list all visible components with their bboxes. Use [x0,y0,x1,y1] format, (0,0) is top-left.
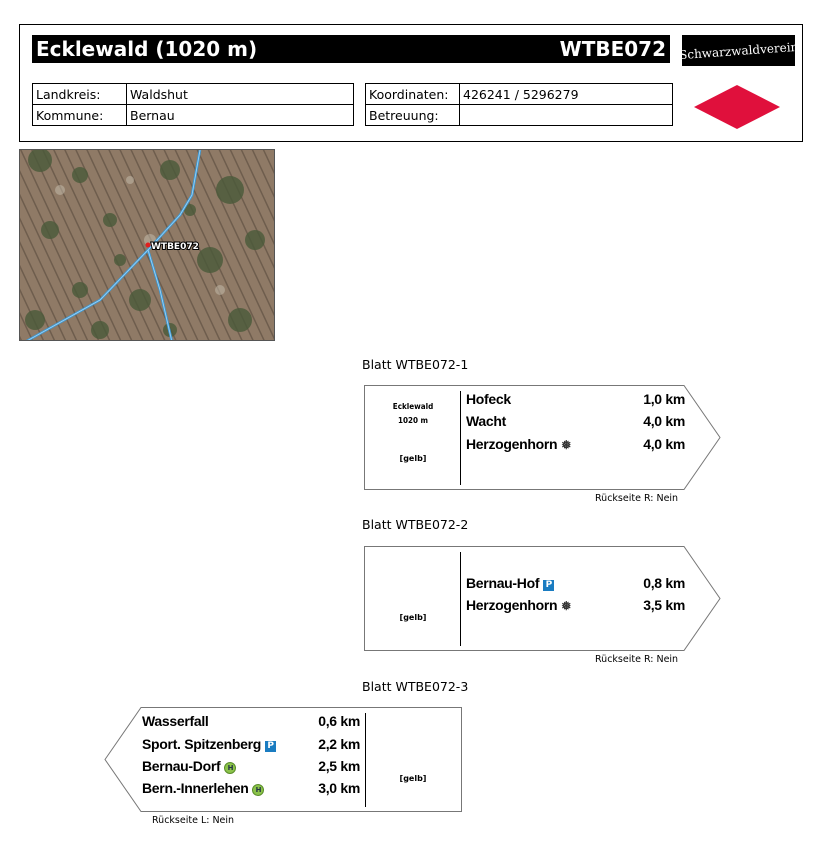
aerial-map [19,149,275,341]
destination-distance: 4,0 km [643,413,685,429]
destination-row [142,758,360,776]
parking-icon: P [543,580,554,591]
destination-distance: 1,0 km [643,391,685,407]
back-side-note-2: Rückseite R: Nein [595,654,679,665]
destination-name: Herzogenhorn [466,436,558,452]
signpost-code: WTBE072 [559,37,666,61]
destination-row [466,575,685,593]
destination-row [142,780,360,798]
destination-name: Wacht [466,413,506,429]
sign-color-tag: [gelb] [399,454,427,463]
sign-3 [103,707,463,813]
destination-distance: 3,0 km [318,780,360,796]
destination-distance: 0,6 km [318,713,360,729]
kommune-value: Bernau [127,105,354,126]
destination-name: Wasserfall [142,713,209,729]
header-box [19,24,803,142]
title-bar [32,35,670,63]
destination-distance: 2,2 km [318,736,360,752]
destination-distance: 4,0 km [643,436,685,452]
sign-location-name: Ecklewald [392,402,434,411]
summit-icon: ❅ [561,438,572,452]
kommune-label: Kommune: [33,105,127,126]
sign-1 [364,385,724,491]
back-side-note-3: Rückseite L: Nein [152,815,235,826]
table-row [33,84,354,105]
destination-distance: 2,5 km [318,758,360,774]
logo-text: Schwarzwaldverein [678,39,799,62]
destination-name: Hofeck [466,391,511,407]
schwarzwaldverein-logo [678,35,799,66]
back-side-note-1: Rückseite R: Nein [595,493,679,504]
location-info-table [32,83,354,126]
destination-row [466,391,685,409]
sign-2 [364,546,724,652]
sign-color-tag: [gelb] [399,774,427,783]
red-diamond-icon [692,83,782,131]
marker-icon [146,243,151,248]
koordinaten-value: 426241 / 5296279 [460,84,673,105]
destination-row [466,436,685,454]
destination-name: Herzogenhorn [466,597,558,613]
sign-location-elevation: 1020 m [397,416,429,425]
blatt-label-3: Blatt WTBE072-3 [362,679,469,694]
table-row [366,84,673,105]
destination-name: Bernau-Hof [466,575,540,591]
map-marker-label: WTBE072 [151,242,199,252]
destination-row [142,736,360,754]
blatt-label-1: Blatt WTBE072-1 [362,357,469,372]
destination-name: Bern.-Innerlehen [142,780,249,796]
destination-name: Sport. Spitzenberg [142,736,262,752]
destination-row [466,597,685,615]
bus-stop-icon: H [224,762,236,774]
sign-color-tag: [gelb] [399,613,427,622]
landkreis-value: Waldshut [127,84,354,105]
destination-row [466,413,685,431]
sign-divider [460,552,461,646]
summit-icon: ❅ [561,599,572,613]
parking-icon: P [265,741,276,752]
destination-name: Bernau-Dorf [142,758,221,774]
sign-divider [365,713,366,807]
destination-distance: 0,8 km [643,575,685,591]
coordinate-info-table [365,83,673,126]
page-title: Ecklewald (1020 m) [36,37,258,61]
table-row [366,105,673,126]
blatt-label-2: Blatt WTBE072-2 [362,517,469,532]
landkreis-label: Landkreis: [33,84,127,105]
betreuung-value [460,105,673,126]
bus-stop-icon: H [252,784,264,796]
betreuung-label: Betreuung: [366,105,460,126]
sign-divider [460,391,461,485]
destination-row [142,713,360,731]
koordinaten-label: Koordinaten: [366,84,460,105]
destination-distance: 3,5 km [643,597,685,613]
table-row [33,105,354,126]
aerial-photo [20,150,275,341]
